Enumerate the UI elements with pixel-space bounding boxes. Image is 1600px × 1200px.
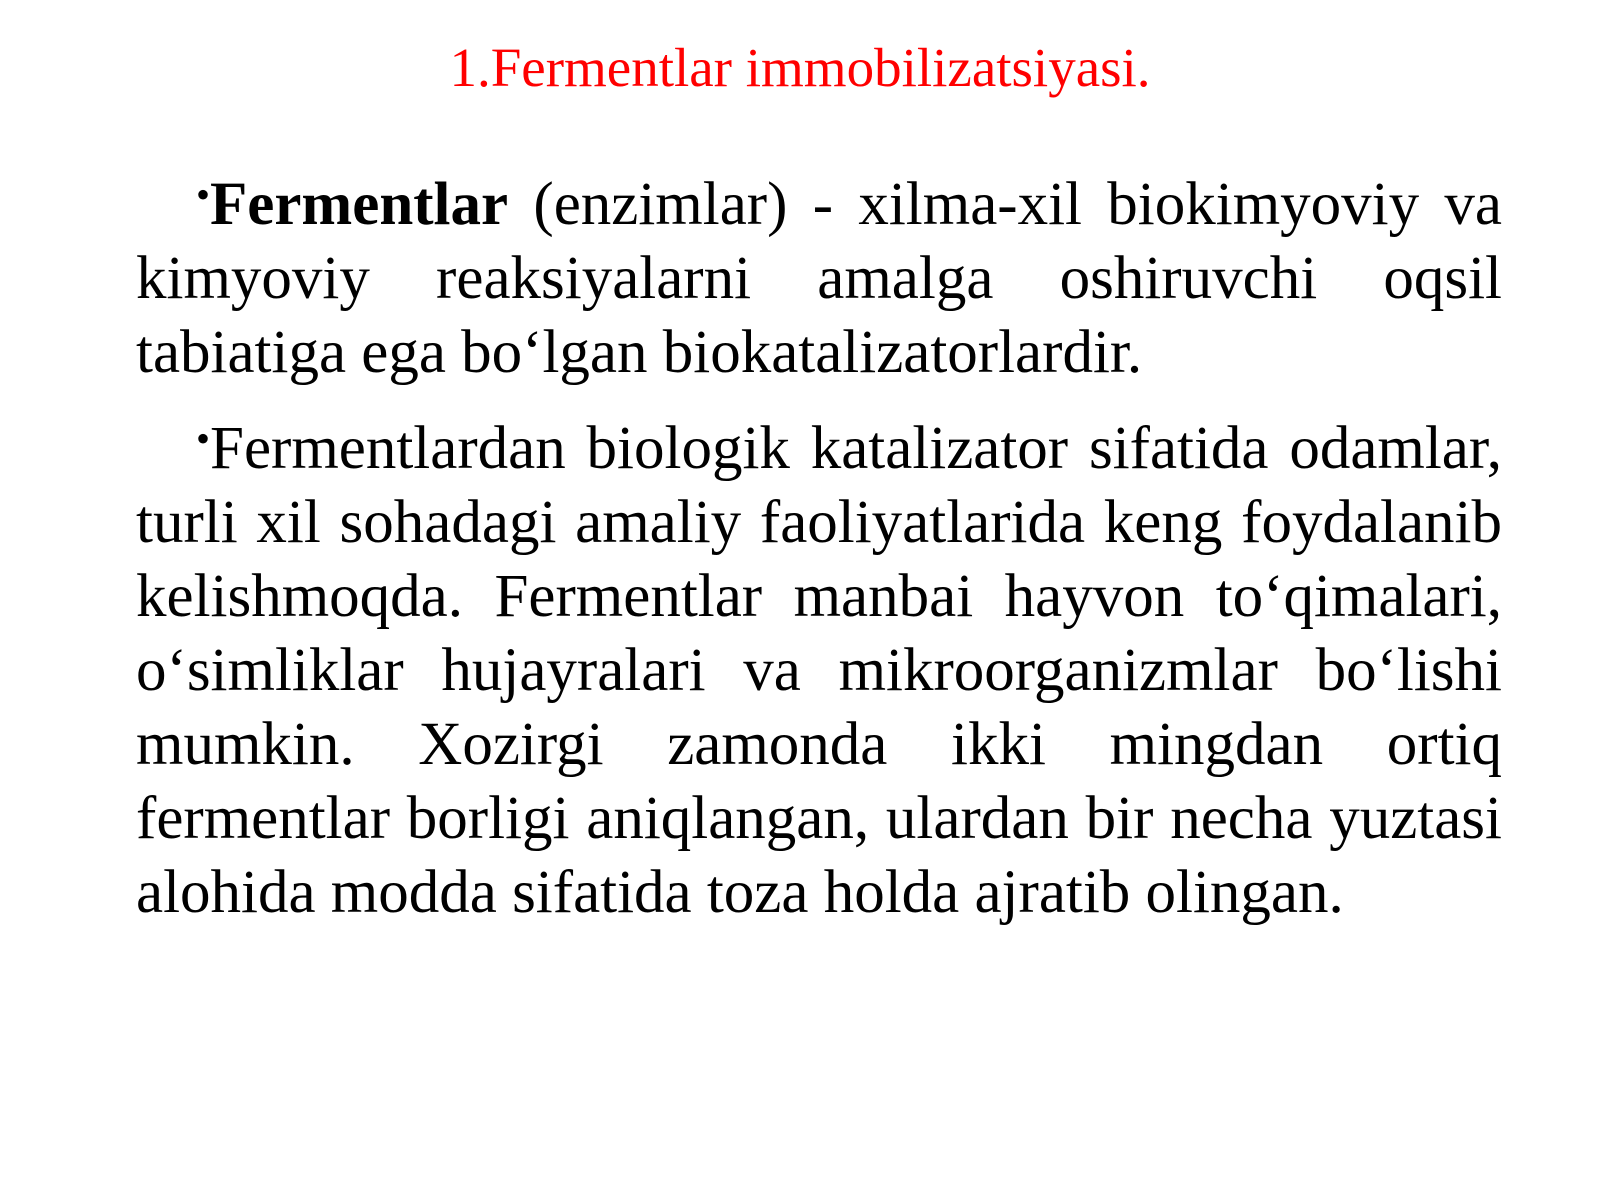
bullet-paragraph-2 [136,402,1502,930]
bullet-paragraph-1 [136,158,1502,390]
paragraph-text: (enzimlar) - xilma-xil biokimyoviy va kimyoviy reaksiyalarni amalga oshiruvchi oqsil tabiatiga ega bo‘lgan biokatalizatorlardir. [136,171,1502,386]
bullet-icon: • [196,172,211,217]
term-bold: Fermentlar [210,171,509,238]
bullet-icon: • [196,416,211,461]
slide-title: 1.Fermentlar immobilizatsiyasi. [449,37,1151,98]
paragraph-text: Fermentlardan biologik katalizator sifatida odamlar, turli xil sohadagi amaliy faoliyatlarida keng foydalanib kelishmoqda. Fermentlar manbai hayvon to‘qimalari, o‘simliklar hujayralari va mikroorganizmlar bo‘lishi mumkin. Xozirgi zamonda ikki mingdan ortiq fermentlar borligi aniqlangan, ulardan bir necha yuztasi alohida modda sifatida toza holda ajratib olingan. [136,415,1502,926]
slide-content [136,158,1502,942]
